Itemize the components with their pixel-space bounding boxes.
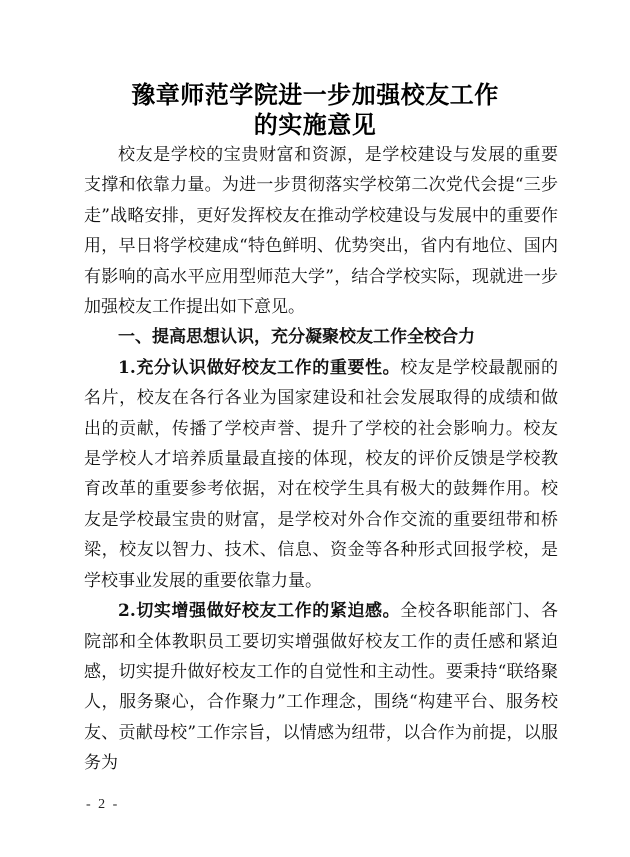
item-paragraph-2 [84,596,558,778]
section-heading-1: 一、提高思想认识，充分凝聚校友工作全校合力 [118,327,475,348]
item-lead-1: 1.充分认识做好校友工作的重要性。 [118,357,401,378]
item-text-2: 全校各职能部门、各院部和全体教职员工要切实增强做好校友工作的责任感和紧迫感，切实提升做好校友工作的自觉性和主动性。要秉持“联络聚人，服务聚心，合作聚力”工作理念，围绕“构建平台、服务校友、贡献母校”工作宗旨，以情感为纽带，以合作为前提，以服务为 [84,601,558,774]
document-body [84,140,558,779]
item-text-1: 校友是学校最靓丽的名片，校友在各行各业为国家建设和社会发展取得的成绩和做出的贡献，传播了学校声誉、提升了学校的社会影响力。校友是学校人才培养质量最直接的体现，校友的评价反馈是学校教育改革的重要参考依据，对在校学生具有极大的鼓舞作用。校友是学校最宝贵的财富，是学校对外合作交流的重要纽带和桥梁，校友以智力、技术、信息、资金等各种形式回报学校，是学校事业发展的重要依靠力量。 [84,357,558,591]
item-lead-2: 2.切实增强做好校友工作的紧迫感。 [118,601,401,622]
intro-paragraph: 校友是学校的宝贵财富和资源，是学校建设与发展的重要支撑和依靠力量。为进一步贯彻落实学校第二次党代会提“三步走”战略安排，更好发挥校友在推动学校建设与发展中的重要作用，早日将学校建成“特色鲜明、优势突出，省内有地位、国内有影响的高水平应用型师范大学”，结合学校实际，现就进一步加强校友工作提出如下意见。 [84,145,558,318]
document-title-line-2: 的实施意见 [253,110,377,139]
item-paragraph-1 [84,353,558,596]
document-title-line-1: 豫章师范学院进一步加强校友工作 [131,80,499,109]
page-number: - 2 - [86,797,120,812]
